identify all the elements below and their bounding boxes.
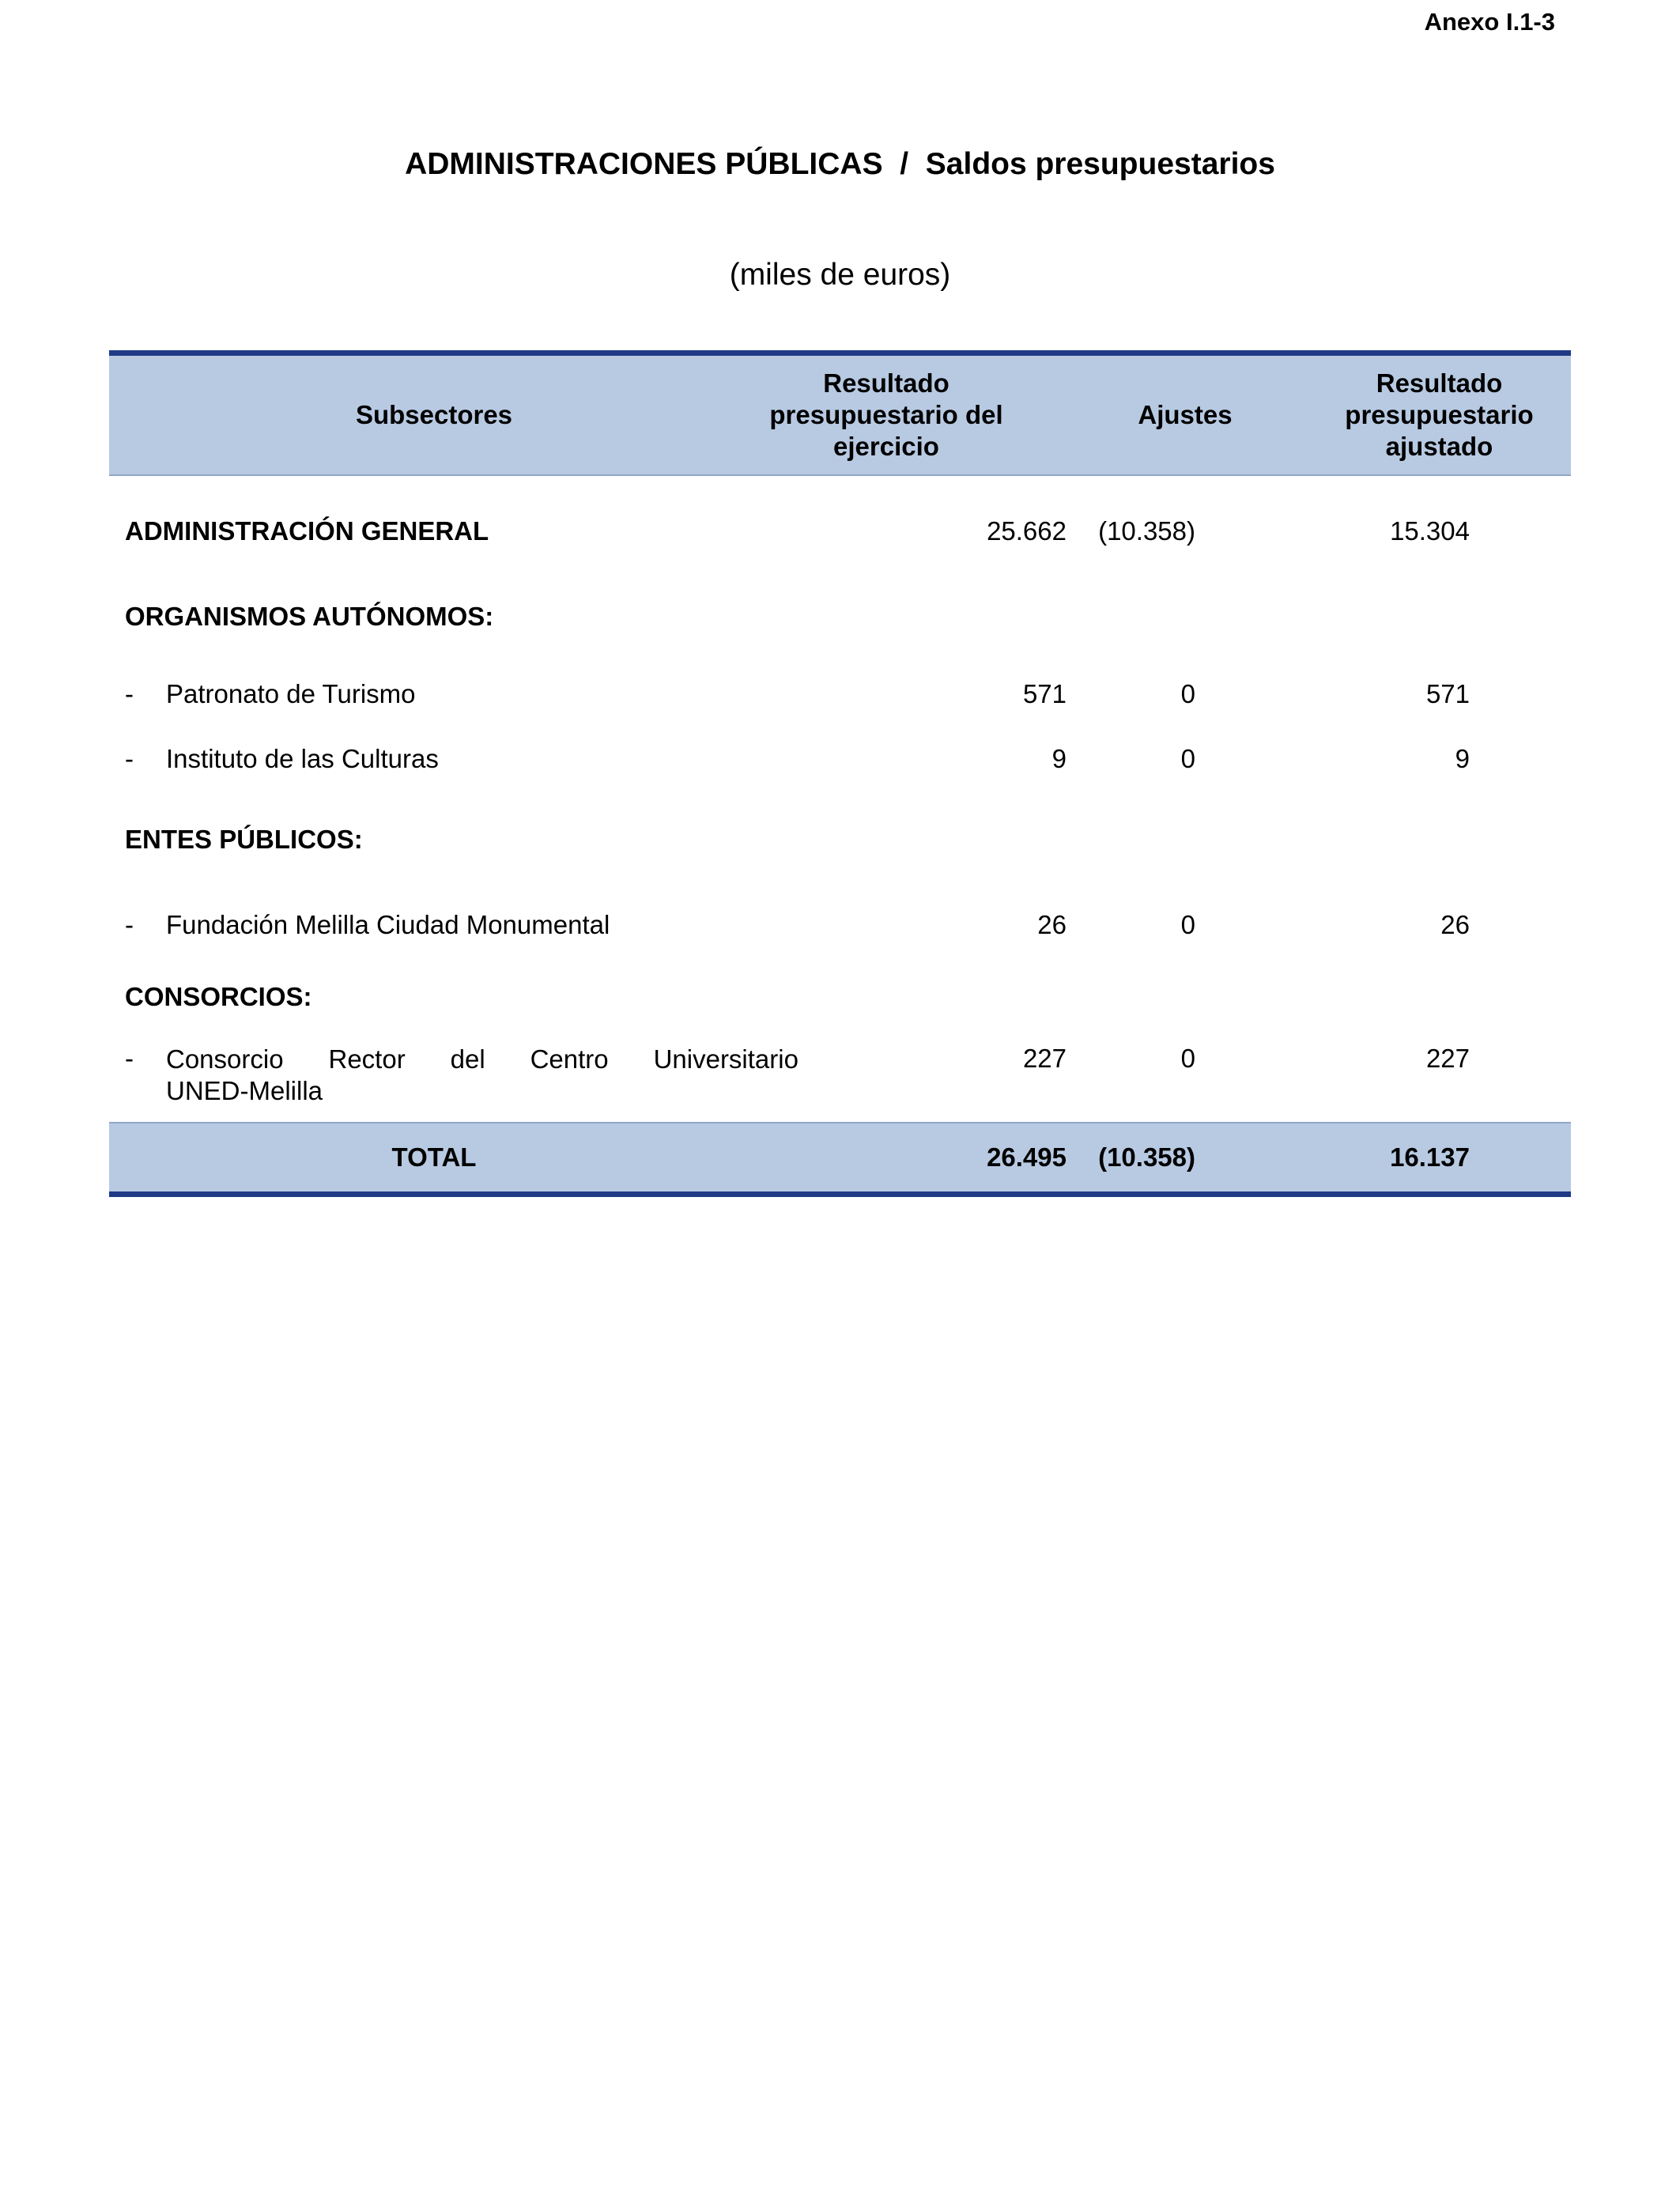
row-ajustado: 15.304: [1390, 516, 1470, 546]
label-word: Centro: [530, 1044, 609, 1074]
header-ajustes: [1063, 356, 1308, 474]
row-resultado: 25.662: [987, 516, 1067, 546]
row-label: Fundación Melilla Ciudad Monumental: [166, 910, 610, 939]
row-dash: -: [125, 910, 134, 939]
page-subtitle: (miles de euros): [729, 258, 951, 292]
header-resultado-line2: presupuestario del: [769, 400, 1003, 429]
row-resultado: 571: [1022, 679, 1067, 708]
row-ajustes: 0: [1180, 1044, 1195, 1073]
row-label-line2: UNED-Melilla: [166, 1076, 323, 1105]
row-ajustes: (10.358): [1098, 516, 1195, 546]
section-label: ORGANISMOS AUTÓNOMOS:: [125, 602, 494, 631]
row-label-line1: [166, 1044, 798, 1075]
label-word: del: [450, 1044, 485, 1074]
header-resultado-line3: ejercicio: [833, 432, 939, 461]
header-ajustado-line1: Resultado: [1376, 368, 1503, 398]
row-ajustado: 9: [1455, 744, 1470, 773]
row-dash: -: [125, 679, 134, 708]
header-subsectores-label: Subsectores: [355, 400, 513, 429]
row-ajustes: 0: [1180, 910, 1195, 939]
row-ajustado: 26: [1440, 910, 1470, 939]
total-ajustado: 16.137: [1390, 1142, 1470, 1172]
section-label: ENTES PÚBLICOS:: [125, 825, 363, 854]
row-label: Instituto de las Culturas: [166, 744, 439, 773]
table-body: [109, 476, 1571, 1122]
header-ajustado-line3: ajustado: [1385, 432, 1493, 461]
row-label: Patronato de Turismo: [166, 679, 416, 708]
label-word: Rector: [328, 1044, 406, 1074]
header-ajustado: [1308, 356, 1571, 474]
label-word: Consorcio: [166, 1044, 284, 1074]
row-label: ADMINISTRACIÓN GENERAL: [125, 516, 489, 546]
row-resultado: 9: [1051, 744, 1067, 773]
header-ajustes-label: Ajustes: [1138, 400, 1233, 429]
total-resultado: 26.495: [987, 1142, 1067, 1172]
budget-balance-table: [109, 350, 1571, 1197]
label-word: Universitario: [653, 1044, 798, 1074]
row-dash: -: [125, 744, 134, 773]
row-resultado: 26: [1037, 910, 1067, 939]
row-ajustes: 0: [1180, 679, 1195, 708]
table-header-row: [109, 356, 1571, 476]
row-label: [166, 1044, 798, 1107]
header-subsectores: [109, 356, 759, 474]
header-resultado: [759, 356, 1014, 474]
section-label: CONSORCIOS:: [125, 982, 312, 1011]
row-ajustado: 571: [1425, 679, 1470, 708]
row-ajustado: 227: [1425, 1044, 1470, 1073]
total-ajustes: (10.358): [1098, 1142, 1195, 1172]
annex-label: Anexo I.1-3: [1424, 8, 1555, 36]
row-dash: -: [125, 1044, 134, 1073]
row-ajustes: 0: [1180, 744, 1195, 773]
total-label: TOTAL: [391, 1142, 477, 1172]
header-resultado-line1: Resultado: [823, 368, 949, 398]
header-ajustado-line2: presupuestario: [1345, 400, 1534, 429]
page-title: ADMINISTRACIONES PÚBLICAS / Saldos presupuestarios: [405, 147, 1275, 181]
row-resultado: 227: [1022, 1044, 1067, 1073]
total-row: [109, 1122, 1571, 1191]
